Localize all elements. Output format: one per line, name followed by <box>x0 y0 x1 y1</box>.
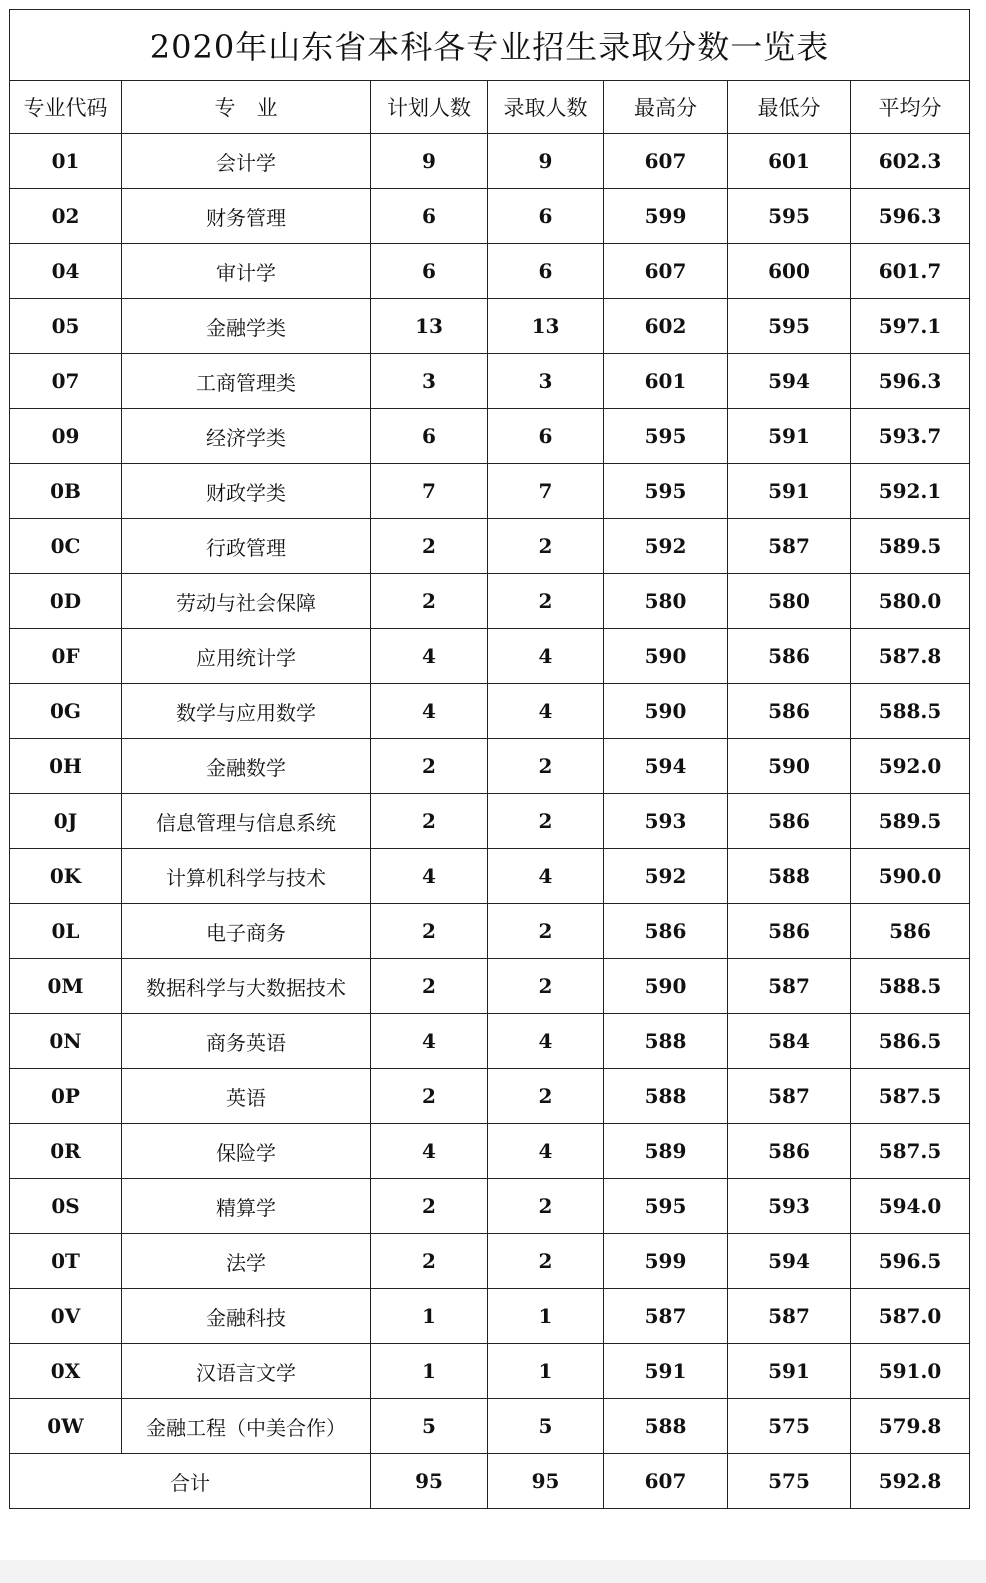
cell-major: 金融数学 <box>122 739 371 794</box>
header-major: 专 业 <box>122 81 371 134</box>
cell-plan: 2 <box>371 1234 488 1289</box>
table-row <box>10 1014 970 1069</box>
cell-code: 0L <box>10 904 122 959</box>
cell-admitted: 2 <box>488 794 604 849</box>
cell-admitted: 2 <box>488 959 604 1014</box>
bottom-strip <box>0 1560 986 1583</box>
cell-min-score: 586 <box>728 794 851 849</box>
cell-code: 0T <box>10 1234 122 1289</box>
cell-avg-score: 586.5 <box>851 1014 970 1069</box>
cell-plan: 4 <box>371 1124 488 1179</box>
cell-min-score: 587 <box>728 1289 851 1344</box>
cell-plan: 2 <box>371 1069 488 1124</box>
header-code: 专业代码 <box>10 81 122 134</box>
table-row <box>10 299 970 354</box>
total-plan: 95 <box>371 1454 488 1509</box>
total-max-score: 607 <box>604 1454 728 1509</box>
cell-avg-score: 602.3 <box>851 134 970 189</box>
cell-code: 0H <box>10 739 122 794</box>
cell-admitted: 2 <box>488 1179 604 1234</box>
cell-max-score: 592 <box>604 849 728 904</box>
cell-plan: 2 <box>371 904 488 959</box>
cell-major: 金融科技 <box>122 1289 371 1344</box>
cell-plan: 2 <box>371 574 488 629</box>
cell-avg-score: 593.7 <box>851 409 970 464</box>
cell-max-score: 590 <box>604 959 728 1014</box>
cell-plan: 6 <box>371 189 488 244</box>
table-title: 2020年山东省本科各专业招生录取分数一览表 <box>10 10 970 81</box>
cell-plan: 1 <box>371 1344 488 1399</box>
cell-max-score: 587 <box>604 1289 728 1344</box>
cell-min-score: 593 <box>728 1179 851 1234</box>
table-body <box>10 134 970 1454</box>
cell-major: 审计学 <box>122 244 371 299</box>
cell-plan: 2 <box>371 739 488 794</box>
cell-code: 01 <box>10 134 122 189</box>
cell-code: 0N <box>10 1014 122 1069</box>
cell-major: 汉语言文学 <box>122 1344 371 1399</box>
cell-code: 0G <box>10 684 122 739</box>
cell-min-score: 586 <box>728 629 851 684</box>
cell-code: 0S <box>10 1179 122 1234</box>
cell-min-score: 591 <box>728 464 851 519</box>
cell-max-score: 607 <box>604 134 728 189</box>
cell-code: 0J <box>10 794 122 849</box>
cell-avg-score: 579.8 <box>851 1399 970 1454</box>
cell-avg-score: 589.5 <box>851 519 970 574</box>
cell-major: 英语 <box>122 1069 371 1124</box>
cell-max-score: 599 <box>604 189 728 244</box>
table-row <box>10 134 970 189</box>
cell-code: 04 <box>10 244 122 299</box>
cell-max-score: 590 <box>604 629 728 684</box>
cell-max-score: 589 <box>604 1124 728 1179</box>
cell-admitted: 6 <box>488 189 604 244</box>
cell-plan: 6 <box>371 244 488 299</box>
cell-admitted: 4 <box>488 1124 604 1179</box>
cell-code: 0B <box>10 464 122 519</box>
header-plan: 计划人数 <box>371 81 488 134</box>
cell-admitted: 13 <box>488 299 604 354</box>
cell-min-score: 590 <box>728 739 851 794</box>
cell-max-score: 592 <box>604 519 728 574</box>
cell-major: 工商管理类 <box>122 354 371 409</box>
cell-major: 信息管理与信息系统 <box>122 794 371 849</box>
cell-max-score: 601 <box>604 354 728 409</box>
cell-max-score: 607 <box>604 244 728 299</box>
cell-plan: 4 <box>371 629 488 684</box>
cell-major: 保险学 <box>122 1124 371 1179</box>
cell-admitted: 2 <box>488 1234 604 1289</box>
header-min-score: 最低分 <box>728 81 851 134</box>
total-row <box>10 1454 970 1509</box>
total-min-score: 575 <box>728 1454 851 1509</box>
cell-max-score: 599 <box>604 1234 728 1289</box>
table-row <box>10 354 970 409</box>
cell-min-score: 594 <box>728 1234 851 1289</box>
table-row <box>10 959 970 1014</box>
cell-admitted: 2 <box>488 739 604 794</box>
cell-major: 会计学 <box>122 134 371 189</box>
table-row <box>10 739 970 794</box>
cell-admitted: 6 <box>488 244 604 299</box>
cell-admitted: 1 <box>488 1344 604 1399</box>
cell-avg-score: 588.5 <box>851 684 970 739</box>
cell-major: 应用统计学 <box>122 629 371 684</box>
cell-min-score: 586 <box>728 684 851 739</box>
table-row <box>10 684 970 739</box>
cell-major: 金融工程（中美合作） <box>122 1399 371 1454</box>
cell-major: 金融学类 <box>122 299 371 354</box>
cell-avg-score: 587.5 <box>851 1069 970 1124</box>
admission-score-table-container <box>9 9 969 1509</box>
cell-code: 0D <box>10 574 122 629</box>
cell-max-score: 588 <box>604 1069 728 1124</box>
cell-code: 0V <box>10 1289 122 1344</box>
table-row <box>10 519 970 574</box>
cell-admitted: 2 <box>488 1069 604 1124</box>
cell-plan: 7 <box>371 464 488 519</box>
table-row <box>10 1399 970 1454</box>
cell-major: 财务管理 <box>122 189 371 244</box>
cell-major: 劳动与社会保障 <box>122 574 371 629</box>
cell-admitted: 2 <box>488 519 604 574</box>
cell-avg-score: 592.0 <box>851 739 970 794</box>
cell-avg-score: 589.5 <box>851 794 970 849</box>
table-row <box>10 464 970 519</box>
cell-min-score: 600 <box>728 244 851 299</box>
cell-admitted: 3 <box>488 354 604 409</box>
cell-avg-score: 591.0 <box>851 1344 970 1399</box>
cell-plan: 2 <box>371 794 488 849</box>
cell-min-score: 591 <box>728 409 851 464</box>
cell-avg-score: 596.3 <box>851 189 970 244</box>
cell-plan: 2 <box>371 1179 488 1234</box>
total-admitted: 95 <box>488 1454 604 1509</box>
cell-max-score: 595 <box>604 464 728 519</box>
table-row <box>10 409 970 464</box>
table-row <box>10 629 970 684</box>
cell-avg-score: 588.5 <box>851 959 970 1014</box>
cell-max-score: 590 <box>604 684 728 739</box>
cell-min-score: 601 <box>728 134 851 189</box>
cell-code: 0X <box>10 1344 122 1399</box>
cell-max-score: 588 <box>604 1014 728 1069</box>
cell-avg-score: 587.0 <box>851 1289 970 1344</box>
cell-admitted: 4 <box>488 684 604 739</box>
cell-code: 09 <box>10 409 122 464</box>
table-row <box>10 244 970 299</box>
cell-code: 07 <box>10 354 122 409</box>
cell-avg-score: 597.1 <box>851 299 970 354</box>
cell-major: 计算机科学与技术 <box>122 849 371 904</box>
table-row <box>10 849 970 904</box>
cell-avg-score: 580.0 <box>851 574 970 629</box>
cell-min-score: 587 <box>728 959 851 1014</box>
cell-plan: 5 <box>371 1399 488 1454</box>
cell-major: 数据科学与大数据技术 <box>122 959 371 1014</box>
cell-admitted: 6 <box>488 409 604 464</box>
cell-code: 0C <box>10 519 122 574</box>
cell-code: 0R <box>10 1124 122 1179</box>
cell-min-score: 587 <box>728 519 851 574</box>
table-row <box>10 1344 970 1399</box>
cell-min-score: 591 <box>728 1344 851 1399</box>
cell-admitted: 2 <box>488 904 604 959</box>
cell-admitted: 9 <box>488 134 604 189</box>
cell-plan: 4 <box>371 684 488 739</box>
cell-plan: 4 <box>371 849 488 904</box>
table-row <box>10 1124 970 1179</box>
cell-avg-score: 586 <box>851 904 970 959</box>
cell-min-score: 586 <box>728 1124 851 1179</box>
cell-max-score: 602 <box>604 299 728 354</box>
cell-min-score: 575 <box>728 1399 851 1454</box>
header-max-score: 最高分 <box>604 81 728 134</box>
cell-admitted: 7 <box>488 464 604 519</box>
cell-avg-score: 587.5 <box>851 1124 970 1179</box>
cell-max-score: 588 <box>604 1399 728 1454</box>
cell-min-score: 584 <box>728 1014 851 1069</box>
header-row <box>10 81 970 134</box>
cell-min-score: 594 <box>728 354 851 409</box>
cell-avg-score: 594.0 <box>851 1179 970 1234</box>
cell-avg-score: 590.0 <box>851 849 970 904</box>
cell-admitted: 2 <box>488 574 604 629</box>
cell-plan: 13 <box>371 299 488 354</box>
cell-plan: 9 <box>371 134 488 189</box>
cell-major: 财政学类 <box>122 464 371 519</box>
cell-max-score: 586 <box>604 904 728 959</box>
cell-major: 数学与应用数学 <box>122 684 371 739</box>
cell-admitted: 4 <box>488 849 604 904</box>
cell-max-score: 593 <box>604 794 728 849</box>
cell-admitted: 4 <box>488 629 604 684</box>
cell-plan: 4 <box>371 1014 488 1069</box>
table-row <box>10 1179 970 1234</box>
header-avg-score: 平均分 <box>851 81 970 134</box>
table-row <box>10 189 970 244</box>
cell-min-score: 595 <box>728 189 851 244</box>
cell-max-score: 595 <box>604 1179 728 1234</box>
cell-min-score: 587 <box>728 1069 851 1124</box>
admission-score-table <box>9 9 970 1509</box>
cell-admitted: 1 <box>488 1289 604 1344</box>
cell-min-score: 588 <box>728 849 851 904</box>
cell-avg-score: 601.7 <box>851 244 970 299</box>
cell-plan: 2 <box>371 959 488 1014</box>
cell-plan: 1 <box>371 1289 488 1344</box>
total-avg-score: 592.8 <box>851 1454 970 1509</box>
cell-min-score: 586 <box>728 904 851 959</box>
cell-code: 0M <box>10 959 122 1014</box>
cell-max-score: 595 <box>604 409 728 464</box>
table-row <box>10 1289 970 1344</box>
cell-code: 0W <box>10 1399 122 1454</box>
cell-major: 行政管理 <box>122 519 371 574</box>
cell-max-score: 580 <box>604 574 728 629</box>
cell-plan: 3 <box>371 354 488 409</box>
header-admitted: 录取人数 <box>488 81 604 134</box>
table-row <box>10 794 970 849</box>
cell-avg-score: 587.8 <box>851 629 970 684</box>
cell-plan: 2 <box>371 519 488 574</box>
cell-avg-score: 596.3 <box>851 354 970 409</box>
cell-min-score: 580 <box>728 574 851 629</box>
cell-max-score: 591 <box>604 1344 728 1399</box>
cell-max-score: 594 <box>604 739 728 794</box>
cell-code: 05 <box>10 299 122 354</box>
table-row <box>10 574 970 629</box>
title-row <box>10 10 970 81</box>
cell-major: 经济学类 <box>122 409 371 464</box>
cell-major: 精算学 <box>122 1179 371 1234</box>
cell-plan: 6 <box>371 409 488 464</box>
cell-code: 0P <box>10 1069 122 1124</box>
cell-admitted: 5 <box>488 1399 604 1454</box>
cell-avg-score: 592.1 <box>851 464 970 519</box>
cell-code: 0K <box>10 849 122 904</box>
table-row <box>10 904 970 959</box>
table-row <box>10 1234 970 1289</box>
cell-code: 0F <box>10 629 122 684</box>
cell-major: 法学 <box>122 1234 371 1289</box>
cell-admitted: 4 <box>488 1014 604 1069</box>
cell-major: 电子商务 <box>122 904 371 959</box>
cell-major: 商务英语 <box>122 1014 371 1069</box>
cell-avg-score: 596.5 <box>851 1234 970 1289</box>
cell-min-score: 595 <box>728 299 851 354</box>
cell-code: 02 <box>10 189 122 244</box>
table-row <box>10 1069 970 1124</box>
total-label: 合计 <box>10 1454 371 1509</box>
